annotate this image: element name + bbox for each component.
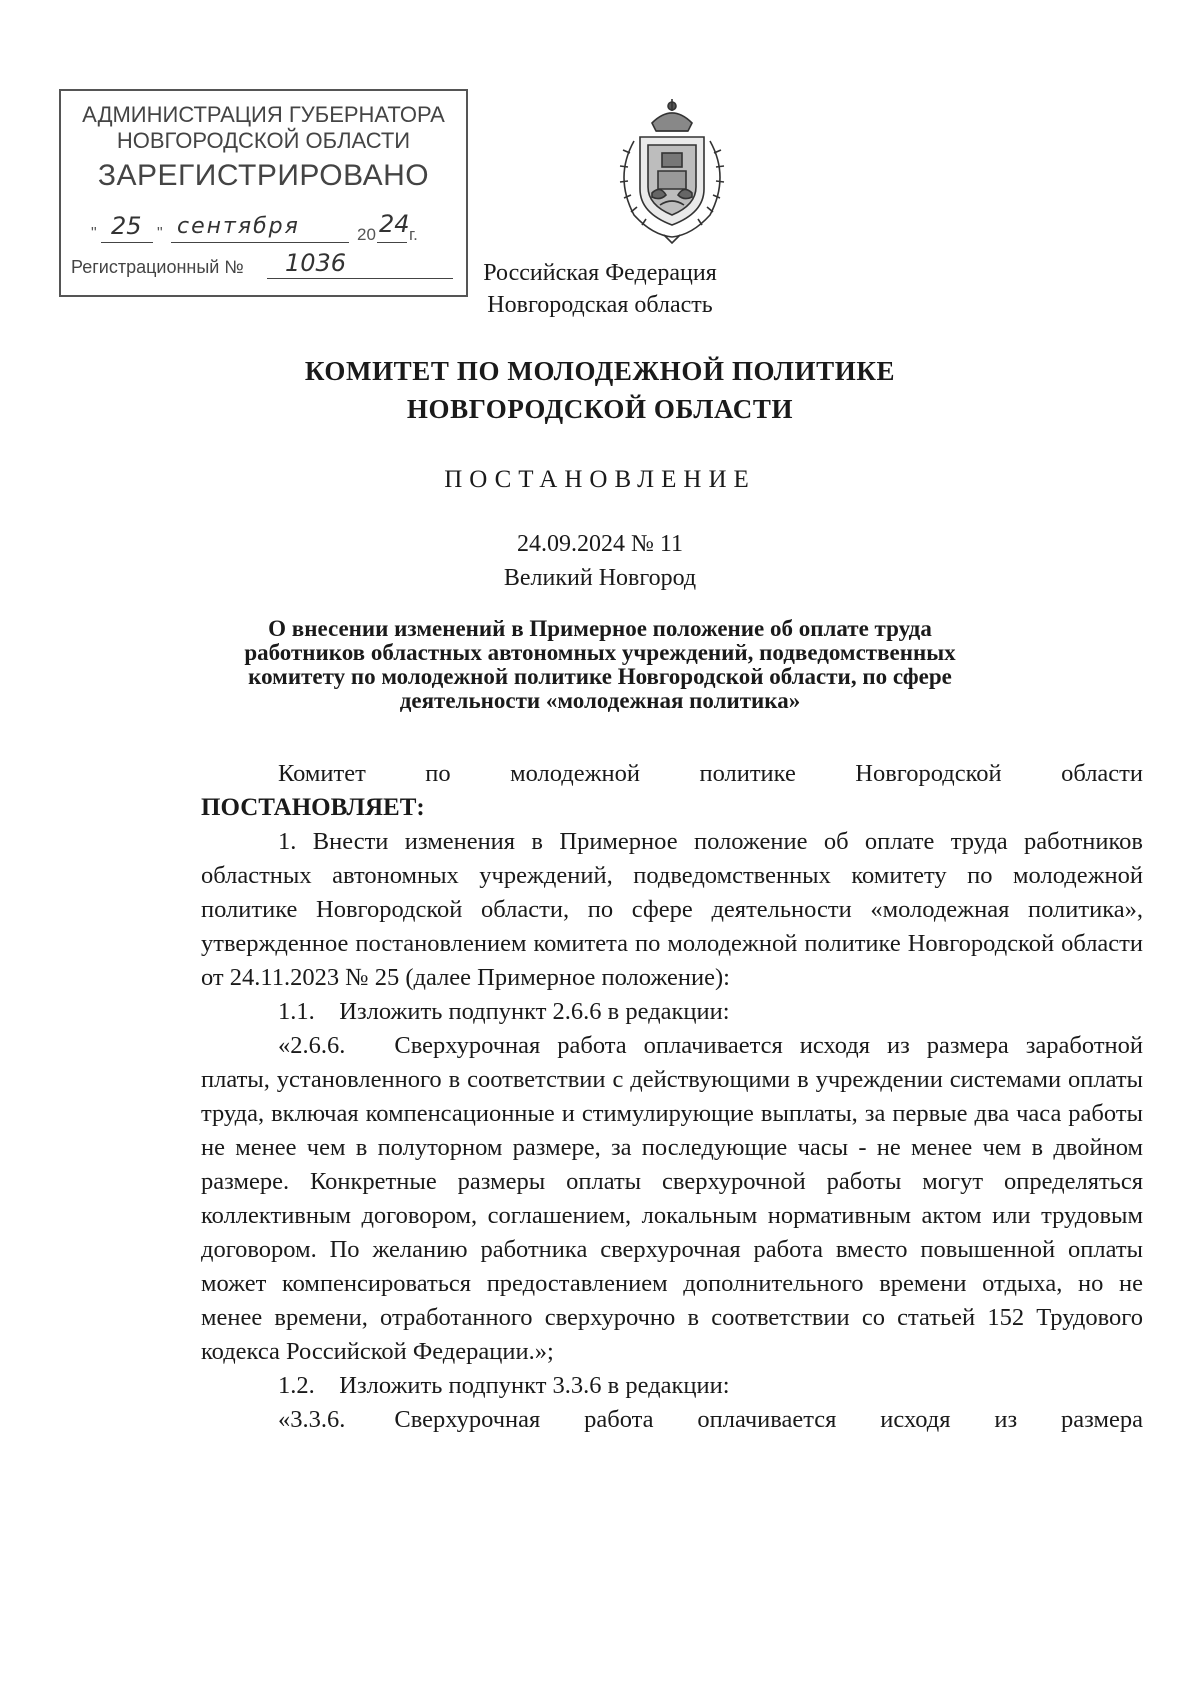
act-type: ПОСТАНОВЛЕНИЕ — [444, 466, 756, 493]
committee-line1: КОМИТЕТ ПО МОЛОДЕЖНОЙ ПОЛИТИКЕ — [304, 356, 896, 386]
paragraph-1-2: 1.2. Изложить подпункт 3.3.6 в редакции: — [278, 1372, 730, 1399]
act-subject — [0, 617, 1200, 713]
intro-line: Комитет по молодежной политике Новгородской области — [278, 760, 1143, 787]
subject-line1: О внесении изменений в Примерное положение об оплате труда — [268, 616, 932, 641]
stamp-day: 25 — [111, 212, 142, 240]
stamp-reg-label: Регистрационный № — [71, 257, 244, 277]
act-date-number: 24.09.2024 № 11 — [516, 531, 683, 557]
document-body — [201, 757, 1143, 1437]
stamp-registered: ЗАРЕГИСТРИРОВАНО — [97, 159, 430, 192]
subject-line4: деятельности «молодежная политика» — [399, 688, 801, 713]
stamp-org-line1: АДМИНИСТРАЦИЯ ГУБЕРНАТОРА — [82, 102, 445, 127]
stamp-quote-open: " — [91, 225, 97, 242]
committee-line2: НОВГОРОДСКОЙ ОБЛАСТИ — [406, 394, 794, 424]
committee-title — [0, 352, 1200, 428]
subject-line2: работников областных автономных учреждений, подведомственных — [244, 640, 956, 665]
paragraph-1-1: 1.1. Изложить подпункт 2.6.6 в редакции: — [278, 998, 730, 1025]
act-city: Великий Новгород — [503, 565, 697, 591]
stamp-org-line2: НОВГОРОДСКОЙ ОБЛАСТИ — [116, 128, 411, 153]
coat-of-arms-icon — [600, 97, 744, 245]
decree-word: ПОСТАНОВЛЯЕТ: — [201, 794, 425, 821]
paragraph-1: 1. Внести изменения в Примерное положение об оплате труда работников областных автономных учреждений, подведомственных комитету по молодежной политике Новгородской области, по сфере деятельности «молодежная политика», утвержденное постановлением комитета по молодежной политике Новгородской области от 24.11.2023 № 25 (далее Примерное положение): — [201, 828, 1143, 991]
region-name: Новгородская область — [487, 292, 713, 318]
stamp-year-underline — [377, 242, 407, 243]
quote-2-6-6: «2.6.6. Сверхурочная работа оплачивается исходя из размера заработной платы, установленного в соответствии с действующими в учреждении системами оплаты труда, включая компенсационные и стимулирующие выплаты, за первые два часа работы не менее чем в полуторном размере, за последующие часы - не менее чем в двойном размере. Конкретные размеры оплаты сверхурочной работы могут определяться коллективным договором, соглашением, локальным нормативным актом или трудовым договором. По желанию работника сверхурочная работа вместо повышенной оплаты может компенсироваться предоставлением дополнительного времени отдыха, но не менее времени, отработанного сверхурочно в соответствии со статьей 152 Трудового кодекса Российской Федерации.»; — [201, 1032, 1143, 1365]
quote-3-3-6: «3.3.6. Сверхурочная работа оплачивается исходя из размера — [278, 1406, 1143, 1433]
stamp-reg-number: 1036 — [285, 249, 347, 277]
stamp-quote-close: " — [157, 225, 163, 242]
stamp-day-underline — [101, 242, 153, 243]
subject-line3: комитету по молодежной политике Новгородской области, по сфере — [248, 664, 952, 689]
federation-header — [0, 257, 1200, 321]
stamp-year-prefix: 20 — [357, 225, 376, 244]
stamp-year-suffix: 24 — [379, 210, 410, 238]
country-name: Российская Федерация — [483, 260, 717, 286]
stamp-year-unit: г. — [409, 225, 418, 244]
stamp-month-underline — [171, 242, 349, 243]
act-date-block — [0, 527, 1200, 595]
stamp-month: сентября — [177, 214, 300, 239]
